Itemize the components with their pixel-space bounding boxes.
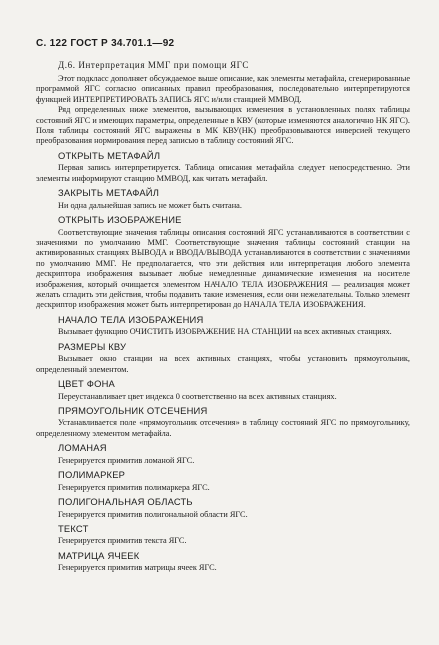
heading-clip-rectangle: ПРЯМОУГОЛЬНИК ОТСЕЧЕНИЯ [58, 404, 208, 416]
paragraph-fill-area: Генерируется примитив полигональной области ЯГС. [58, 509, 248, 519]
paragraph-open-picture: Соответствующие значения таблицы описания состояний ЯГС устанавливаются в соответствии с значениями по умолчанию ММГ. Соответствующие значения таблицы состояний станции на активированных станциях ВЫВОДА и ВВОДА/ВЫВОДА устанавливаются в соответствии с значениями по умолчанию ММГ. Не предполагается, что эти действия или интерпретация любого элемента дескриптора изображения вызывает любые немедленные динамические изменения на носителе изображения, который очищается элементом НАЧАЛО ТЕЛА ИЗОБРАЖЕНИЯ — реализация может желать сгладить эти действия, чтобы подавить такие изменения, если они нежелательны. Только элемент дескриптор изображения может быть интерпретирован до НАЧАЛА ТЕЛА ИЗОБРАЖЕНИЯ. [36, 227, 410, 310]
heading-close-metafile: ЗАКРЫТЬ МЕТАФАЙЛ [58, 187, 160, 199]
heading-vdc-extent: РАЗМЕРЫ КВУ [58, 340, 127, 352]
heading-open-picture: ОТКРЫТЬ ИЗОБРАЖЕНИЕ [58, 214, 182, 226]
paragraph-polyline: Генерируется примитив ломаной ЯГС. [58, 455, 195, 465]
paragraph-vdc-extent: Вызывает окно станции на всех активных станциях, чтобы установить прямоугольник, определенный элементом. [36, 354, 410, 374]
heading-polymarker: ПОЛИМАРКЕР [58, 469, 126, 481]
paragraph-background-colour: Переустанавливает цвет индекса 0 соответственно на всех активных станциях. [58, 391, 337, 401]
paragraph-close-metafile: Ни одна дальнейшая запись не может быть считана. [58, 200, 242, 210]
paragraph-cell-array: Генерируется примитив матрицы ячеек ЯГС. [58, 563, 217, 573]
page-content [36, 60, 410, 574]
heading-background-colour: ЦВЕТ ФОНА [58, 378, 116, 390]
section-title: Д.6. Интерпретация ММГ при помощи ЯГС [58, 60, 249, 70]
paragraph-text: Генерируется примитив текста ЯГС. [58, 536, 187, 546]
heading-fill-area: ПОЛИГОНАЛЬНАЯ ОБЛАСТЬ [58, 496, 193, 508]
paragraph-intro: Этот подкласс дополняет обсуждаемое выше описание, как элементы метафайла, сгенерированные программой ЯГС согласно описанных правил преобразования, последовательно интерпретируются функцией ИНТЕРПРЕТИРОВАТЬ ЗАПИСЬ ЯГС и/или станцией ММВОД. [36, 74, 410, 104]
paragraph-begin-picture-body: Вызывает функцию ОЧИСТИТЬ ИЗОБРАЖЕНИЕ НА СТАНЦИИ на всех активных станциях. [58, 327, 392, 337]
page-header: С. 122 ГОСТ Р 34.701.1—92 [36, 38, 175, 49]
heading-open-metafile: ОТКРЫТЬ МЕТАФАЙЛ [58, 149, 161, 161]
heading-cell-array: МАТРИЦА ЯЧЕЕК [58, 549, 140, 561]
paragraph-open-metafile: Первая запись интерпретируется. Таблица описания метафайла следует непосредственно. Эти элементы информируют станцию ММВОД, как читать метафайл. [36, 163, 410, 183]
paragraph-polymarker: Генерируется примитив полимаркера ЯГС. [58, 482, 210, 492]
paragraph-clip-rectangle: Устанавливается поле «прямоугольник отсечения» в таблицу состояний ЯГС по прямоугольнику, определенному элементом метафайла. [36, 418, 410, 438]
heading-begin-picture-body: НАЧАЛО ТЕЛА ИЗОБРАЖЕНИЯ [58, 313, 204, 325]
heading-text: ТЕКСТ [58, 522, 89, 534]
paragraph-state-fields: Ряд определенных ниже элементов, вызывающих изменения в установленных полях таблицы состояний ЯГС и имеющих параметры, определенные в КВУ (которые изменяются аналогично НК ЯГС). Поля таблицы состояний ЯГС выражены в МК КВУ(НК) преобразовываются инверсией текущего преобразования нормирования перед записью в таблицу состояний ЯГС. [36, 105, 410, 146]
heading-polyline: ЛОМАНАЯ [58, 442, 107, 454]
